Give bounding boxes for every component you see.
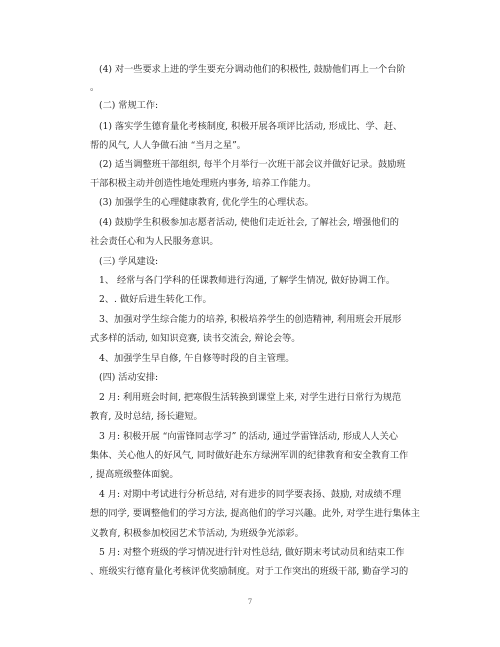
paragraph-line: 、班级实行德育量化考核评优奖励制度。对于工作突出的班级干部, 勤奋学习的	[90, 566, 409, 577]
paragraph-line: 社会责任心和为人民服务意识。	[90, 236, 219, 247]
paragraph-line: (4) 对一些要求上进的学生要充分调动他们的积极性, 鼓励他们再上一个台阶	[99, 64, 406, 75]
paragraph-line: 教育, 及时总结, 扬长避短。	[90, 411, 203, 422]
paragraph-line: 3、加强对学生综合能力的培养, 积极培养学生的创造精神, 利用班会开展形	[99, 314, 402, 325]
paragraph-line: 5 月: 对整个班级的学习情况进行针对性总结, 做好期末考试动员和结束工作	[99, 547, 405, 558]
paragraph-line: 3 月: 积极开展 “向雷锋同志学习” 的活动, 通过学雷锋活动, 形成人人关心	[99, 431, 398, 442]
paragraph-line: (1) 落实学生德育量化考核制度, 积极开展各项评比活动, 形成比、学、赶、	[99, 121, 403, 132]
paragraph-line: 式多样的活动, 如知识竞赛, 读书交流会, 辩论会等。	[90, 333, 301, 344]
paragraph-line: 帮的风气, 人人争做石油 “当月之星”。	[90, 140, 246, 151]
paragraph-line: 想的同学, 要调整他们的学习方法, 提高他们的学习兴趣。此外, 对学生进行集体主	[90, 508, 420, 519]
paragraph-line: 。	[90, 82, 100, 93]
section-heading: (二) 常规工作:	[99, 100, 159, 111]
paragraph-line: (4) 鼓励学生积极参加志愿者活动, 使他们走近社会, 了解社会, 增强他们的	[99, 217, 399, 228]
page-number: 7	[247, 598, 253, 606]
paragraph-line: 义教育, 积极参加校园艺术节活动, 为班级争光添彩。	[90, 528, 304, 539]
paragraph-line: 4 月: 对期中考试进行分析总结, 对有进步的同学要表扬、鼓励, 对成绩不理	[99, 489, 402, 500]
paragraph-line: 干部积极主动并创造性地处理班内事务, 培养工作能力。	[90, 178, 317, 189]
paragraph-line: (2) 适当调整班干部组织, 每半个月举行一次班干部会议并做好记录。鼓励班	[99, 159, 406, 170]
paragraph-line: (3) 加强学生的心理健康教育, 优化学生的心理状态。	[99, 197, 314, 208]
section-heading: (四) 活动安排:	[99, 372, 159, 383]
paragraph-line: 4、加强学生早自修, 午自修等时段的自主管理。	[99, 353, 295, 364]
paragraph-line: 集体、关心他人的好风气, 同时做好赴东方绿洲军训的纪律教育和安全教育工作	[90, 450, 409, 461]
section-heading: (三) 学风建设:	[99, 256, 159, 267]
paragraph-line: 2、. 做好后进生转化工作。	[99, 294, 212, 305]
paragraph-line: , 提高班级整体面貌。	[90, 469, 179, 480]
paragraph-line: 1、 经常与各门学科的任课教师进行沟通, 了解学生情况, 做好协调工作。	[99, 275, 396, 286]
paragraph-line: 2 月: 利用班会时间, 把寒假生活转换到课堂上来, 对学生进行日常行为规范	[99, 392, 402, 403]
